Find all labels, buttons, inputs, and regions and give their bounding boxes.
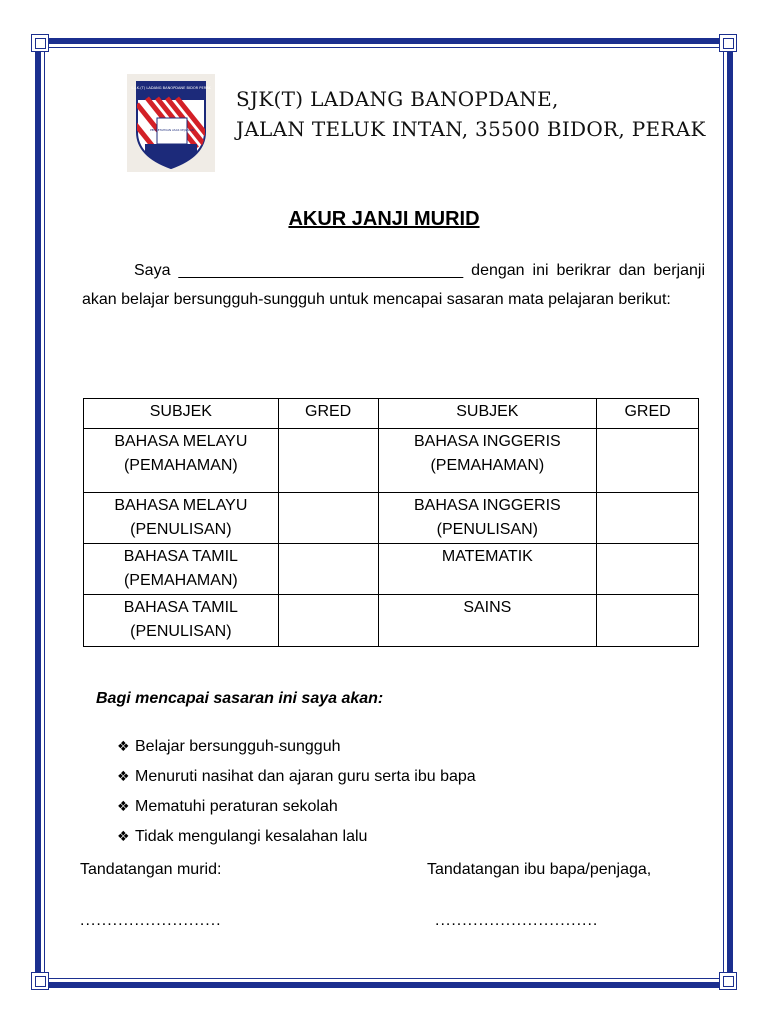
- school-name: SJK(T) LADANG BANOPDANE,: [236, 87, 559, 111]
- list-item: [117, 792, 476, 822]
- subject-grade-table: [83, 398, 699, 647]
- subject-cell: BAHASA TAMIL (PENULISAN): [84, 595, 279, 647]
- parent-signature-line[interactable]: ..............................: [435, 912, 599, 929]
- commitment-text: Mematuhi peraturan sekolah: [135, 798, 338, 815]
- table-row: [84, 544, 699, 595]
- student-signature-line[interactable]: ..........................: [80, 912, 222, 929]
- table-row: [84, 595, 699, 647]
- corner-ornament-top-right: [719, 34, 737, 52]
- corner-ornament-bottom-left: [31, 972, 49, 990]
- grade-cell[interactable]: [278, 493, 378, 544]
- subject-cell: BAHASA INGGERIS (PENULISAN): [378, 493, 597, 544]
- grade-cell[interactable]: [278, 544, 378, 595]
- grade-cell[interactable]: [597, 544, 699, 595]
- school-address: JALAN TELUK INTAN, 35500 BIDOR, PERAK: [236, 117, 706, 141]
- table-row: [84, 429, 699, 493]
- pledge-paragraph: Saya ________________________________ dengan ini berikrar dan berjanji akan belajar bersungguh-sungguh untuk mencapai sasaran mata pelajaran berikut:: [82, 262, 705, 308]
- subject-cell: MATEMATIK: [378, 544, 597, 595]
- logo-motto: PENGETAHUAN ASAS KEJAYAAN: [150, 128, 194, 132]
- commitment-heading: Bagi mencapai sasaran ini saya akan:: [96, 690, 384, 707]
- subject-cell: BAHASA INGGERIS (PEMAHAMAN): [378, 429, 597, 493]
- commitment-list: [117, 732, 476, 852]
- subject-cell: BAHASA MELAYU (PEMAHAMAN): [84, 429, 279, 493]
- grade-cell[interactable]: [278, 595, 378, 647]
- commitment-text: Belajar bersungguh-sungguh: [135, 738, 341, 755]
- corner-ornament-bottom-right: [719, 972, 737, 990]
- header-grade-1: GRED: [278, 399, 378, 429]
- diamond-bullet-icon: ❖: [117, 769, 130, 785]
- diamond-bullet-icon: ❖: [117, 739, 130, 755]
- list-item: [117, 822, 476, 852]
- table-row: [84, 493, 699, 544]
- table-header-row: [84, 399, 699, 429]
- student-signature-label: Tandatangan murid:: [80, 861, 222, 878]
- grade-cell[interactable]: [597, 429, 699, 493]
- document-title: AKUR JANJI MURID: [288, 208, 480, 230]
- diamond-bullet-icon: ❖: [117, 829, 130, 845]
- school-header: [236, 84, 706, 144]
- school-logo: [127, 74, 215, 172]
- header-grade-2: GRED: [597, 399, 699, 429]
- grade-cell[interactable]: [597, 595, 699, 647]
- list-item: [117, 762, 476, 792]
- grade-cell[interactable]: [278, 429, 378, 493]
- diamond-bullet-icon: ❖: [117, 799, 130, 815]
- header-subject-1: SUBJEK: [84, 399, 279, 429]
- list-item: [117, 732, 476, 762]
- commitment-text: Menuruti nasihat dan ajaran guru serta ibu bapa: [135, 768, 476, 785]
- subject-cell: BAHASA TAMIL (PEMAHAMAN): [84, 544, 279, 595]
- commitment-text: Tidak mengulangi kesalahan lalu: [135, 828, 368, 845]
- parent-signature-label: Tandatangan ibu bapa/penjaga,: [427, 861, 652, 878]
- logo-text: S.J.K.(T) LADANG BANOPDANE BIDOR PERAK: [131, 86, 211, 90]
- grade-cell[interactable]: [597, 493, 699, 544]
- header-subject-2: SUBJEK: [378, 399, 597, 429]
- subject-cell: SAINS: [378, 595, 597, 647]
- corner-ornament-top-left: [31, 34, 49, 52]
- subject-cell: BAHASA MELAYU (PENULISAN): [84, 493, 279, 544]
